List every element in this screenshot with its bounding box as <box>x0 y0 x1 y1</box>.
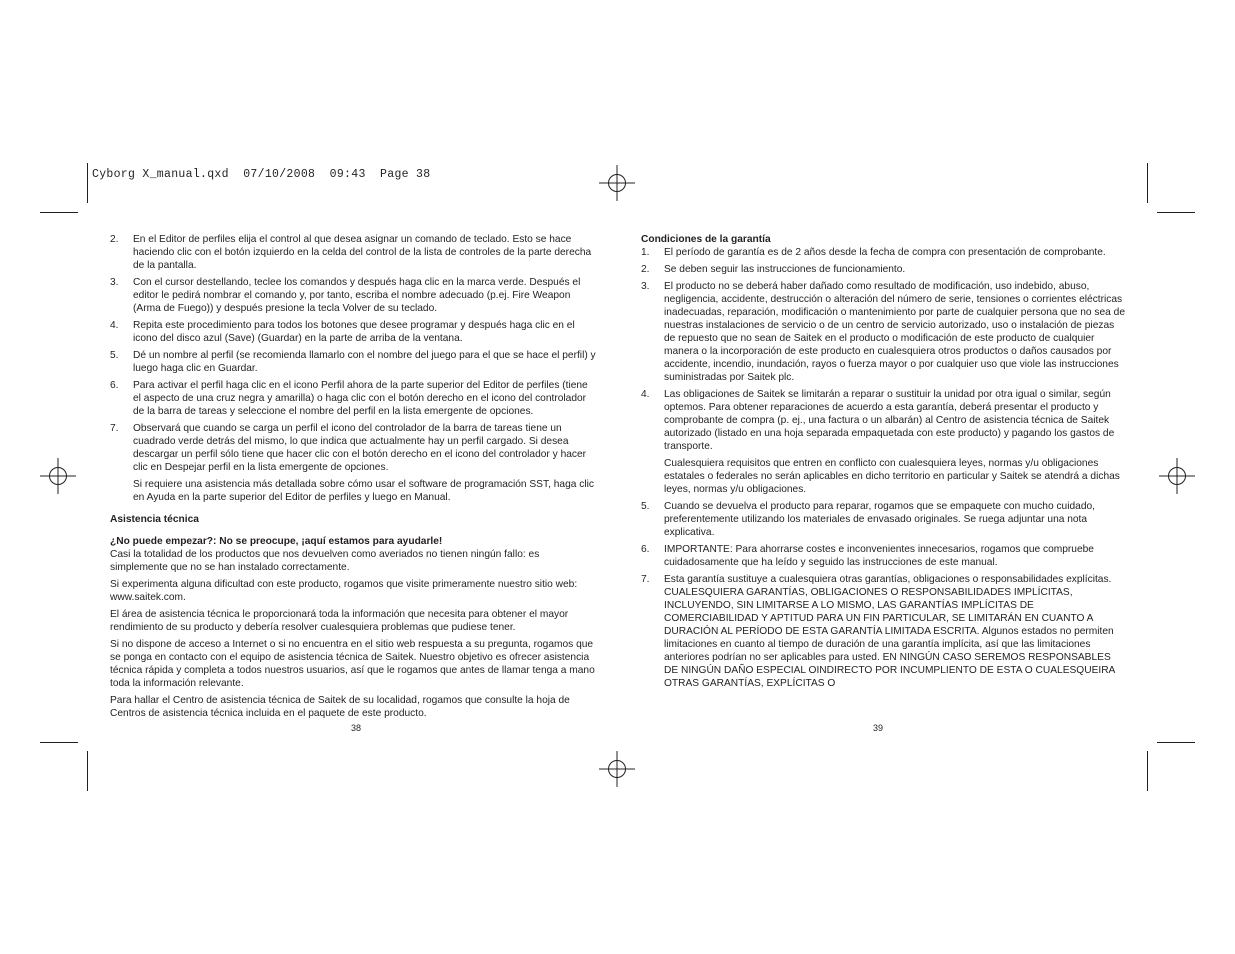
list-text: Esta garantía sustituye a cualesquiera otras garantías, obligaciones o responsabilidades explícitas. CUALESQUIERA GARANTÍAS, OBLIGACIONES O RESPONSABILIDADES IMPLÍCITAS, INCLUYENDO, SIN LIMITARSE A LO MISMO, LAS GARANTÍAS IMPLÍCITAS DE COMERCIABILIDAD Y APTITUD PARA UN FIN PARTICULAR, SE LIMITARÁN EN CUANTO A DURACIÓN AL PERÍODO DE ESTA GARANTÍA LIMITADA ESCRITA. Algunos estados no permiten limitaciones en cuanto al tiempo de duración de una garantía implícita, así que las limitaciones anteriores podrían no ser aplicables para usted. EN NINGÚN CASO SEREMOS RESPONSABLES DE NINGÚN DAÑO ESPECIAL OINDIRECTO POR INCUMPLIENTO DE ESTA O CUALESQUEIRA OTRAS GARANTÍAS, EXPLÍCITAS O <box>664 574 1115 689</box>
registration-mark-icon <box>599 165 635 201</box>
crop-mark <box>1147 163 1148 203</box>
list-text: Observará que cuando se carga un perfil el icono del controlador de la barra de tareas tiene un cuadrado verde detrás del mismo, lo que indica que actualmente hay un perfil cargado. Si desea descargar un perfil sólo tiene que hacer clic con el botón derecho en el icono del controlador y hacer clic en Despejar perfil en la lista emergente de opciones. <box>133 423 587 473</box>
list-item <box>110 276 596 315</box>
list-text: Repita este procedimiento para todos los botones que desee programar y después haga clic en el icono del disco azul (Save) (Guardar) en la parte de arriba de la ventana. <box>133 320 575 344</box>
page-number: 39 <box>873 723 884 733</box>
list-number: 4. <box>110 320 119 331</box>
registration-mark-icon <box>40 458 76 494</box>
page-number: 38 <box>351 723 362 733</box>
crop-mark <box>1157 212 1195 213</box>
list-item <box>641 573 1125 690</box>
list-number: 6. <box>110 380 119 391</box>
paragraph: El área de asistencia técnica le proporcionará toda la información que necesita para obtener el mayor rendimiento de su producto y debería resolver cualesquiera problemas que pudiese tener. <box>110 609 569 633</box>
print-slug: Cyborg X_manual.qxd 07/10/2008 09:43 Page 38 <box>92 168 431 181</box>
list-text: Las obligaciones de Saitek se limitarán a reparar o sustituir la unidad por otra igual o similar, según optemos. Para obtener reparaciones de acuerdo a esta garantía, deberá presentar el producto y comprobante de compra (p. ej., una factura o un albarán) al Centro de asistencia técnica de Saitek autorizado (listado en una hoja separada empaquetada con este producto) y pagando los gastos de transporte. <box>664 389 1115 452</box>
list-number: 6. <box>641 544 650 555</box>
list-number: 1. <box>641 247 650 258</box>
crop-mark <box>40 742 78 743</box>
list-text: Dé un nombre al perfil (se recomienda llamarlo con el nombre del juego para el que se hace el perfil) y luego haga clic en Guardar. <box>133 350 596 374</box>
list-item <box>641 263 1125 276</box>
registration-mark-icon <box>1159 458 1195 494</box>
crop-mark <box>87 163 88 203</box>
list-number: 7. <box>641 574 650 585</box>
list-text: Con el cursor destellando, teclee los comandos y después haga clic en la marca verde. Después el editor le pedirá nombrar el comando y, por tanto, escriba el nombre adecuado (p.ej. Fire Weapon (Arma de Fuego)) y después presione la tecla Volver de su teclado. <box>133 277 581 314</box>
list-number: 7. <box>110 423 119 434</box>
paragraph: Casi la totalidad de los productos que nos devuelven como averiados no tienen ningún fallo: es simplemente que no se han instalado correctamente. <box>110 549 540 573</box>
list-text: Se deben seguir las instrucciones de funcionamiento. <box>664 264 906 275</box>
list-text: El producto no se deberá haber dañado como resultado de modificación, uso indebido, abuso, negligencia, accidente, destrucción o alteración del número de serie, tensiones o corrientes eléctricas inadecuadas, reparación, modificación o mantenimiento por parte de cualquier persona que no sea de nuestras instalaciones de servicio o de un centro de servicio autorizado, uso o instalación de piezas de repuesto que no sean de Saitek en el producto o modificación de este producto de cualquier manera o la incorporación de este producto en cualesquiera otros productos o daños causados por accidente, incendio, inundación, rayos o fuerza mayor o por cualquier uso que viole las instrucciones suministradas por Saitek plc. <box>664 281 1125 383</box>
list-item <box>641 280 1125 384</box>
list-number: 5. <box>110 350 119 361</box>
list-item <box>641 500 1125 539</box>
list-text: En el Editor de perfiles elija el control al que desea asignar un comando de teclado. Esto se hace haciendo clic con el botón izquierdo en la celda del control de la lista de controles de la parte derecha de la pantalla. <box>133 234 592 271</box>
list-item-continuation: Cualesquiera requisitos que entren en conflicto con cualesquiera leyes, normas y/u obligaciones estatales o federales no serán aplicables en dicho territorio en particular y Saitek se atendrá a dichas leyes, normas y/u obligaciones. <box>664 458 1120 495</box>
left-page-column <box>110 233 596 724</box>
section-title: Asistencia técnica <box>110 514 199 525</box>
paragraph: Si no dispone de acceso a Internet o si no encuentra en el sitio web respuesta a su pregunta, rogamos que se ponga en contacto con el equipo de asistencia técnica de Saitek. Nuestro objetivo es ofrecer asistencia técnica rápida y completa a todos nuestros usuarios, así que le rogamos que antes de llamar tenga a mano toda la información relevante. <box>110 639 595 689</box>
list-number: 5. <box>641 501 650 512</box>
list-item <box>110 233 596 272</box>
crop-mark <box>40 212 78 213</box>
list-item <box>641 388 1125 453</box>
paragraph: Para hallar el Centro de asistencia técnica de Saitek de su localidad, rogamos que consulte la hoja de Centros de asistencia técnica incluida en el paquete de este producto. <box>110 695 570 719</box>
list-item <box>641 246 1125 259</box>
section-title: Condiciones de la garantía <box>641 234 771 245</box>
list-item-continuation: Si requiere una asistencia más detallada sobre cómo usar el software de programación SST, haga clic en Ayuda en la parte superior del Editor de perfiles y luego en Manual. <box>133 479 594 503</box>
crop-mark <box>1147 751 1148 791</box>
paragraph: Si experimenta alguna dificultad con este producto, rogamos que visite primeramente nuestro sitio web: www.saitek.com. <box>110 579 578 603</box>
list-item <box>110 349 596 375</box>
crop-mark <box>87 751 88 791</box>
list-item <box>110 319 596 345</box>
registration-mark-icon <box>599 751 635 787</box>
list-text: Cuando se devuelva el producto para reparar, rogamos que se empaquete con mucho cuidado, preferentemente utilizando los materiales de envasado originales. Se ruega adjuntar una nota explicativa. <box>664 501 1095 538</box>
list-item <box>641 543 1125 569</box>
list-text: El período de garantía es de 2 años desde la fecha de compra con presentación de comprobante. <box>664 247 1106 258</box>
list-number: 4. <box>641 389 650 400</box>
section-subheading: ¿No puede empezar?: No se preocupe, ¡aquí estamos para ayudarle! <box>110 536 443 547</box>
list-number: 3. <box>110 277 119 288</box>
list-text: Para activar el perfil haga clic en el icono Perfil ahora de la parte superior del Editor de perfiles (tiene el aspecto de una cruz negra y amarilla) o haga clic con el botón derecho en el icono del controlador de la barra de tareas y seleccione el nombre del perfil en la lista emergente de opciones. <box>133 380 588 417</box>
list-number: 3. <box>641 281 650 292</box>
list-item <box>110 422 596 474</box>
list-number: 2. <box>641 264 650 275</box>
list-text: IMPORTANTE: Para ahorrarse costes e inconvenientes innecesarios, rogamos que compruebe cuidadosamente que ha leído y seguido las instrucciones de este manual. <box>664 544 1094 568</box>
right-page-column <box>641 233 1125 694</box>
list-item <box>110 379 596 418</box>
crop-mark <box>1157 742 1195 743</box>
list-number: 2. <box>110 234 119 245</box>
